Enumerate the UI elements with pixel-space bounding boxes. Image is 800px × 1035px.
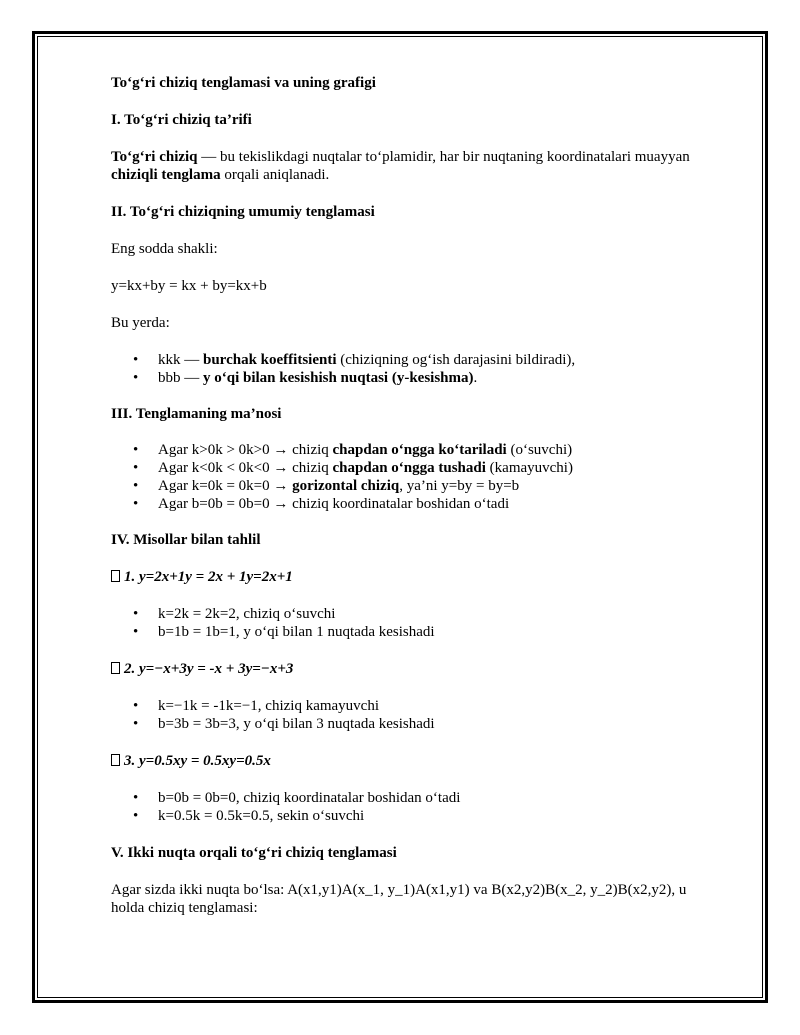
definition-bold-term: chiziqli tenglama (111, 167, 221, 183)
item-text: k=0.5k = 0.5k=0.5, sekin o‘suvchi (158, 808, 365, 824)
item-text: k=−1k = -1k=−1, chiziq kamayuvchi (158, 698, 380, 714)
definition-text-1: — bu tekislikdagi nuqtalar to‘plamidir, har bir nuqtaning koordinatalari muayyan (197, 149, 690, 165)
two-point-text-line-2: holda chiziq tenglamasi: (111, 900, 258, 916)
bullet-icon: • (133, 370, 139, 386)
list-item (111, 369, 731, 387)
list-item (111, 807, 731, 825)
item-bold-text: gorizontal chiziq (292, 478, 400, 494)
item-text: b=3b = 3b=3, y o‘qi bilan 3 nuqtada kesishadi (158, 716, 435, 732)
definition-text-2: orqali aniqlanadi. (220, 167, 330, 183)
parameter-list (111, 351, 731, 387)
example-2-list (111, 697, 731, 733)
example-2-title (111, 660, 731, 678)
list-item (111, 495, 731, 513)
two-point-text-line-1: Agar sizda ikki nuqta bo‘lsa: A(x1,y1)A(x_1, y_1)A(x1,y1) va B(x2,y2)B(x_2, y_2)B(x2,y2), u (111, 882, 687, 898)
bullet-icon: • (133, 478, 139, 494)
general-formula: y=kx+by = kx + by=kx+b (111, 278, 267, 294)
example-title-text: 2. y=−x+3y = -x + 3y=−x+3 (124, 661, 294, 677)
item-text: Agar b=0b = 0b=0 → chiziq koordinatalar boshidan o‘tadi (158, 496, 510, 512)
here-label: Bu yerda: (111, 315, 170, 331)
list-item (111, 789, 731, 807)
item-bold-text: y o‘qi bilan kesishish nuqtasi (y-kesishma) (203, 370, 474, 386)
item-text: (chiziqning og‘ish darajasini bildiradi), (336, 352, 576, 368)
document-page (111, 74, 731, 917)
list-item (111, 623, 731, 641)
definition-paragraph-line-2 (111, 166, 731, 184)
bullet-icon: • (133, 624, 139, 640)
item-bold-text: chapdan o‘ngga ko‘tariladi (332, 442, 507, 458)
item-text: b=1b = 1b=1, y o‘qi bilan 1 nuqtada kesishadi (158, 624, 435, 640)
document-title: To‘g‘ri chiziq tenglamasi va uning grafigi (111, 75, 376, 91)
example-title-text: 1. y=2x+1y = 2x + 1y=2x+1 (124, 569, 293, 585)
item-text: Agar k<0k < 0k<0 → chiziq (158, 460, 333, 476)
section-1-heading: I. To‘g‘ri chiziq ta’rifi (111, 112, 252, 128)
section-5-heading: V. Ikki nuqta orqali to‘g‘ri chiziq tenglamasi (111, 845, 397, 861)
item-text: (kamayuvchi) (485, 460, 573, 476)
example-3-list (111, 789, 731, 825)
item-text: Agar k>0k > 0k>0 → chiziq (158, 442, 333, 458)
item-text: Agar k=0k = 0k=0 → (158, 478, 293, 494)
item-bold-text: chapdan o‘ngga tushadi (332, 460, 486, 476)
item-text: bbb — (158, 370, 203, 386)
example-title-text: 3. y=0.5xy = 0.5xy=0.5x (124, 753, 271, 769)
definition-term: To‘g‘ri chiziq (111, 149, 198, 165)
bullet-icon: • (133, 352, 139, 368)
bullet-icon: • (133, 442, 139, 458)
bullet-icon: • (133, 460, 139, 476)
bullet-icon: • (133, 716, 139, 732)
example-3-title (111, 752, 731, 770)
meaning-list (111, 441, 731, 513)
missing-glyph-icon (111, 754, 120, 766)
item-text: kkk — (158, 352, 203, 368)
item-text: k=2k = 2k=2, chiziq o‘suvchi (158, 606, 336, 622)
missing-glyph-icon (111, 570, 120, 582)
item-text: (o‘suvchi) (506, 442, 573, 458)
section-3-heading: III. Tenglamaning ma’nosi (111, 406, 282, 422)
bullet-icon: • (133, 790, 139, 806)
bullet-icon: • (133, 496, 139, 512)
item-text: , ya’ni y=by = by=b (399, 478, 520, 494)
section-4-heading: IV. Misollar bilan tahlil (111, 532, 261, 548)
example-1-list (111, 605, 731, 641)
section-2-heading: II. To‘g‘ri chiziqning umumiy tenglamasi (111, 204, 375, 220)
item-text: b=0b = 0b=0, chiziq koordinatalar boshidan o‘tadi (158, 790, 461, 806)
list-item (111, 441, 731, 459)
list-item (111, 697, 731, 715)
bullet-icon: • (133, 698, 139, 714)
bullet-icon: • (133, 808, 139, 824)
simple-form-label: Eng sodda shakli: (111, 241, 218, 257)
item-bold-text: burchak koeffitsienti (203, 352, 337, 368)
bullet-icon: • (133, 606, 139, 622)
list-item (111, 605, 731, 623)
definition-paragraph (111, 148, 731, 166)
list-item (111, 715, 731, 733)
list-item (111, 477, 731, 495)
list-item (111, 459, 731, 477)
example-1-title (111, 568, 731, 586)
list-item (111, 351, 731, 369)
item-text: . (473, 370, 478, 386)
missing-glyph-icon (111, 662, 120, 674)
